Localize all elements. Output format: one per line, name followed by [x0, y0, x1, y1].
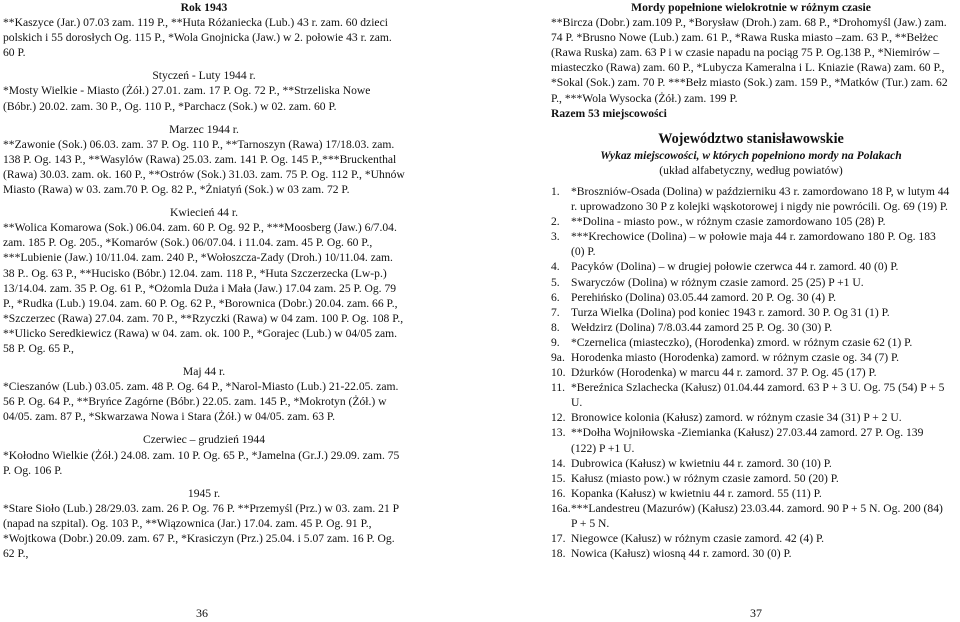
- list-item-text: Dubrowica (Kałusz) w kwietniu 44 r. zamord. 30 (10) P.: [571, 456, 832, 470]
- list-item: [551, 320, 951, 335]
- section-heading: Maj 44 r.: [182, 365, 226, 379]
- list-item-text: Kopanka (Kałusz) w kwietniu 44 r. zamord. 55 (11) P.: [571, 486, 822, 500]
- list-item-text: Niegowce (Kałusz) w różnym czasie zamord. 42 (4) P.: [571, 532, 825, 546]
- list-item-number: 4.: [551, 260, 560, 274]
- list-item-text: Bronowice kolonia (Kałusz) zamord. w różnym czasie 34 (31) P + 2 U.: [571, 411, 902, 425]
- list-item-number: 15.: [551, 471, 566, 485]
- section-body: *Cieszanów (Lub.) 03.05. zam. 48 P. Og. 64 P., *Narol-Miasto (Lub.) 21-22.05. zam. 56 P. Og. 64 P., **Bryńce Zagórne (Bóbr.) 22.05. zam. 145 P., *Mokrotyn (Żół.) w 04/05. zam. 87 P., *Skwarzawa Nowa i Stara (Żół.) w 04/05. zam. 63 P.: [3, 380, 399, 424]
- list-item-text: Horodenka miasto (Horodenka) zamord. w różnym czasie og. 34 (7) P.: [571, 350, 900, 364]
- voivodeship-subheading: Wykaz miejscowości, w których popełniono mordy na Polakach: [600, 148, 902, 162]
- right-page: [551, 0, 951, 561]
- list-item-number: 6.: [551, 290, 560, 304]
- page-number-left: 36: [196, 606, 208, 620]
- list-item-number: 9.: [551, 335, 560, 349]
- list-item-number: 17.: [551, 532, 566, 546]
- list-item-text: **Dolina - miasto pow., w różnym czasie zamordowano 105 (28) P.: [571, 215, 886, 229]
- repeated-murders-heading: Mordy popełnione wielokrotnie w różnym czasie: [631, 1, 871, 14]
- list-item-number: 13.: [551, 426, 566, 440]
- list-item-text: Pacyków (Dolina) – w drugiej połowie czerwca 44 r. zamord. 40 (0) P.: [571, 260, 899, 274]
- list-item: [551, 259, 951, 274]
- section-heading: 1945 r.: [187, 486, 221, 500]
- year-heading: Rok 1943: [180, 1, 228, 14]
- list-item-text: ***Krechowice (Dolina) – w połowie maja 44 r. zamordowano 180 P. Og. 183 (0) P.: [571, 230, 936, 259]
- list-item: [551, 486, 951, 501]
- voivodeship-heading: Województwo stanisławowskie: [658, 130, 844, 147]
- voivodeship-note: (układ alfabetyczny, według powiatów): [659, 163, 843, 177]
- list-item-number: 5.: [551, 275, 560, 289]
- list-item: [551, 229, 951, 259]
- summary-total: Razem 53 miejscowości: [551, 106, 667, 120]
- list-item: [551, 350, 951, 365]
- list-item: [551, 184, 951, 214]
- list-item-number: 1.: [551, 184, 560, 198]
- list-item: [551, 365, 951, 380]
- section-body: *Kołodno Wielkie (Żół.) 24.08. zam. 10 P. Og. 65 P., *Jamelna (Gr.J.) 29.09. zam. 75 P. Og. 106 P.: [3, 448, 400, 477]
- list-item-number: 12.: [551, 411, 566, 425]
- list-item-text: Nowica (Kałusz) wiosną 44 r. zamord. 30 (0) P.: [571, 547, 792, 561]
- list-item-text: Wełdzirz (Dolina) 7/8.03.44 zamord 25 P. Og. 30 (30) P.: [571, 320, 833, 334]
- list-item-number: 18.: [551, 547, 566, 561]
- list-item-text: Swaryczów (Dolina) w różnym czasie zamord. 25 (25) P +1 U.: [571, 275, 864, 289]
- list-item-text: *Czernelica (miasteczko), (Horodenka) zmord. w różnym czasie 62 (1) P.: [571, 335, 913, 349]
- repeated-murders-paragraph: **Bircza (Dobr.) zam.109 P., *Borysław (Droh.) zam. 68 P., *Drohomyśl (Jaw.) zam. 74 P. *Brusno Nowe (Lub.) zam. 61 P., *Rawa Ruska miasto –zam. 63 P., **Bełżec (Rawa Ruska) zam. 63 P i w czasie napadu na pociąg 75 P. Og.138 P., *Niemirów – miasteczko (Rawa) zam. 60 P., *Lubycza Kameralna i L. Kniazie (Rawa) zam. 60 P., *Sokal (Sok.) zam. 70 P. ***Bełz miasto (Sok.) zam. 159 P., *Matków (Tur.) zam. 62 P., ***Wola Wysocka (Żół.) zam. 199 P.: [551, 16, 948, 105]
- page-number-right: 37: [750, 606, 762, 620]
- list-item: [551, 214, 951, 229]
- list-item: [551, 531, 951, 546]
- list-item: [551, 380, 951, 410]
- list-item-text: Dżurków (Horodenka) w marcu 44 r. zamord. 37 P. Og. 45 (17) P.: [571, 366, 877, 380]
- list-item-number: 7.: [551, 305, 560, 319]
- section-body: *Stare Sioło (Lub.) 28/29.03. zam. 26 P. Og. 76 P. **Przemyśl (Prz.) w 03. zam. 21 P (napad na szpital). Og. 103 P., **Wiązownica (Jar.) 17.04. zam. 45 P. Og. 91 P., *Wojtkowa (Dobr.) 20.09. zam. 67 P., *Krasiczyn (Prz.) 25.04. i 5.07 zam. 16 P. Og. 62 P.,: [3, 501, 399, 561]
- list-item: [551, 305, 951, 320]
- list-item: [551, 335, 951, 350]
- section-body: **Zawonie (Sok.) 06.03. zam. 37 P. Og. 110 P., **Tarnoszyn (Rawa) 17/18.03. zam. 138 P. Og. 143 P., **Wasylów (Rawa) 25.03. zam. 141 P. Og. 145 P.,***Bruckenthal (Rawa) 30.03. zam. ok. 160 P., **Ostrów (Sok.) 31.03. zam. 75 P. Og. 112 P., *Uhnów Miasto (Rawa) w 03. zam.70 P. Og. 82 P., *Żniatyń (Sok.) w 03 zam. 72 P.: [3, 137, 405, 197]
- list-item-number: 2.: [551, 215, 560, 229]
- list-item-text: Perehińsko (Dolina) 03.05.44 zamord. 20 P. Og. 30 (4) P.: [571, 290, 837, 304]
- list-item: [551, 290, 951, 305]
- list-item-text: Kałusz (miasto pow.) w różnym czasie zamord. 50 (20) P.: [571, 471, 839, 485]
- list-item-number: 11.: [551, 381, 566, 395]
- list-item: [551, 471, 951, 486]
- left-page: [3, 0, 405, 561]
- section-body: *Mosty Wielkie - Miasto (Żół.) 27.01. zam. 17 P. Og. 72 P., **Strzeliska Nowe (Bóbr.) 20.02. zam. 30 P., Og. 110 P., *Parchacz (Sok.) w 02. zam. 60 P.: [3, 84, 371, 113]
- list-item-number: 8.: [551, 320, 560, 334]
- list-item-text: *Broszniów-Osada (Dolina) w październiku 43 r. zamordowano 18 P, w lutym 44 r. uprowadzono 30 P z kolejki wąskotorowej i nigdy nie powrócili. Og. 69 (19) P.: [571, 184, 950, 214]
- list-item-number: 16.: [551, 486, 566, 500]
- list-item-text: ***Landestreu (Mazurów) (Kałusz) 23.03.44. zamord. 90 P + 5 N. Og. 200 (84) P + 5 N.: [571, 501, 943, 530]
- list-item-text: *Bereźnica Szlachecka (Kałusz) 01.04.44 zamord. 63 P + 3 U. Og. 75 (54) P + 5 U.: [571, 381, 945, 410]
- list-item-number: 14.: [551, 456, 566, 470]
- section-heading: Kwiecień 44 r.: [170, 206, 238, 220]
- list-item: [551, 425, 951, 455]
- list-item-number: 10.: [551, 366, 566, 380]
- section-heading: Czerwiec – grudzień 1944: [142, 433, 265, 447]
- locality-list: [551, 184, 951, 561]
- section-heading: Styczeń - Luty 1944 r.: [152, 69, 256, 83]
- list-item-number: 3.: [551, 230, 560, 244]
- list-item: [551, 456, 951, 471]
- list-item: [551, 275, 951, 290]
- list-item: [551, 410, 951, 425]
- year-1943-paragraph: **Kaszyce (Jar.) 07.03 zam. 119 P., **Huta Różaniecka (Lub.) 43 r. zam. 60 dzieci polskich i 55 dorosłych Og. 115 P., *Wola Gnojnicka (Jaw.) w 2. połowie 43 r. zam. 60 P.: [3, 16, 392, 60]
- section-body: **Wolica Komarowa (Sok.) 06.04. zam. 60 P. Og. 92 P., ***Moosberg (Jaw.) 6/7.04. zam. 185 P. Og. 205., *Komarów (Sok.) 06/07.04. i 11.04. zam. 45 P. Og. 60 P., ***Lubienie (Jaw.) 10/11.04. zam. 240 P., *Wołoszcza-Zady (Droh.) 10/11.04. zam. 38 P.. Og. 63 P., **Hucisko (Bóbr.) 12.04. zam. 118 P., *Huta Szczerzecka (Lw-p.) 13/14.04. zam. 35 P. Og. 61 P., *Ożomla Duża i Mała (Jaw.) 17.04 zam. 25 P. Og. 79 P., *Rudka (Lub.) 19.04. zam. 60 P. Og. 62 P., *Borownica (Dobr.) 20.04. zam. 66 P., *Szczerzec (Rawa) 27.04. zam. 70 P., **Rzyczki (Rawa) w 04 zam. 100 P. Og. 108 P., **Ulicko Seredkiewicz (Rawa) w 04. zam. ok. 100 P., *Gorajec (Lub.) w 04/05 zam. 58 P. Og. 65 P.,: [3, 221, 404, 355]
- list-item: [551, 546, 951, 561]
- list-item-text: **Dołha Wojniłowska -Ziemianka (Kałusz) 27.03.44 zamord. 27 P. Og. 139 (122) P +1 U.: [571, 426, 924, 455]
- section-heading: Marzec 1944 r.: [169, 122, 239, 136]
- list-item: [551, 501, 951, 531]
- list-item-number: 16a.: [551, 501, 571, 515]
- list-item-text: Turza Wielka (Dolina) pod koniec 1943 r. zamord. 30 P. Og 31 (1) P.: [571, 305, 890, 319]
- list-item-number: 9a.: [551, 350, 565, 364]
